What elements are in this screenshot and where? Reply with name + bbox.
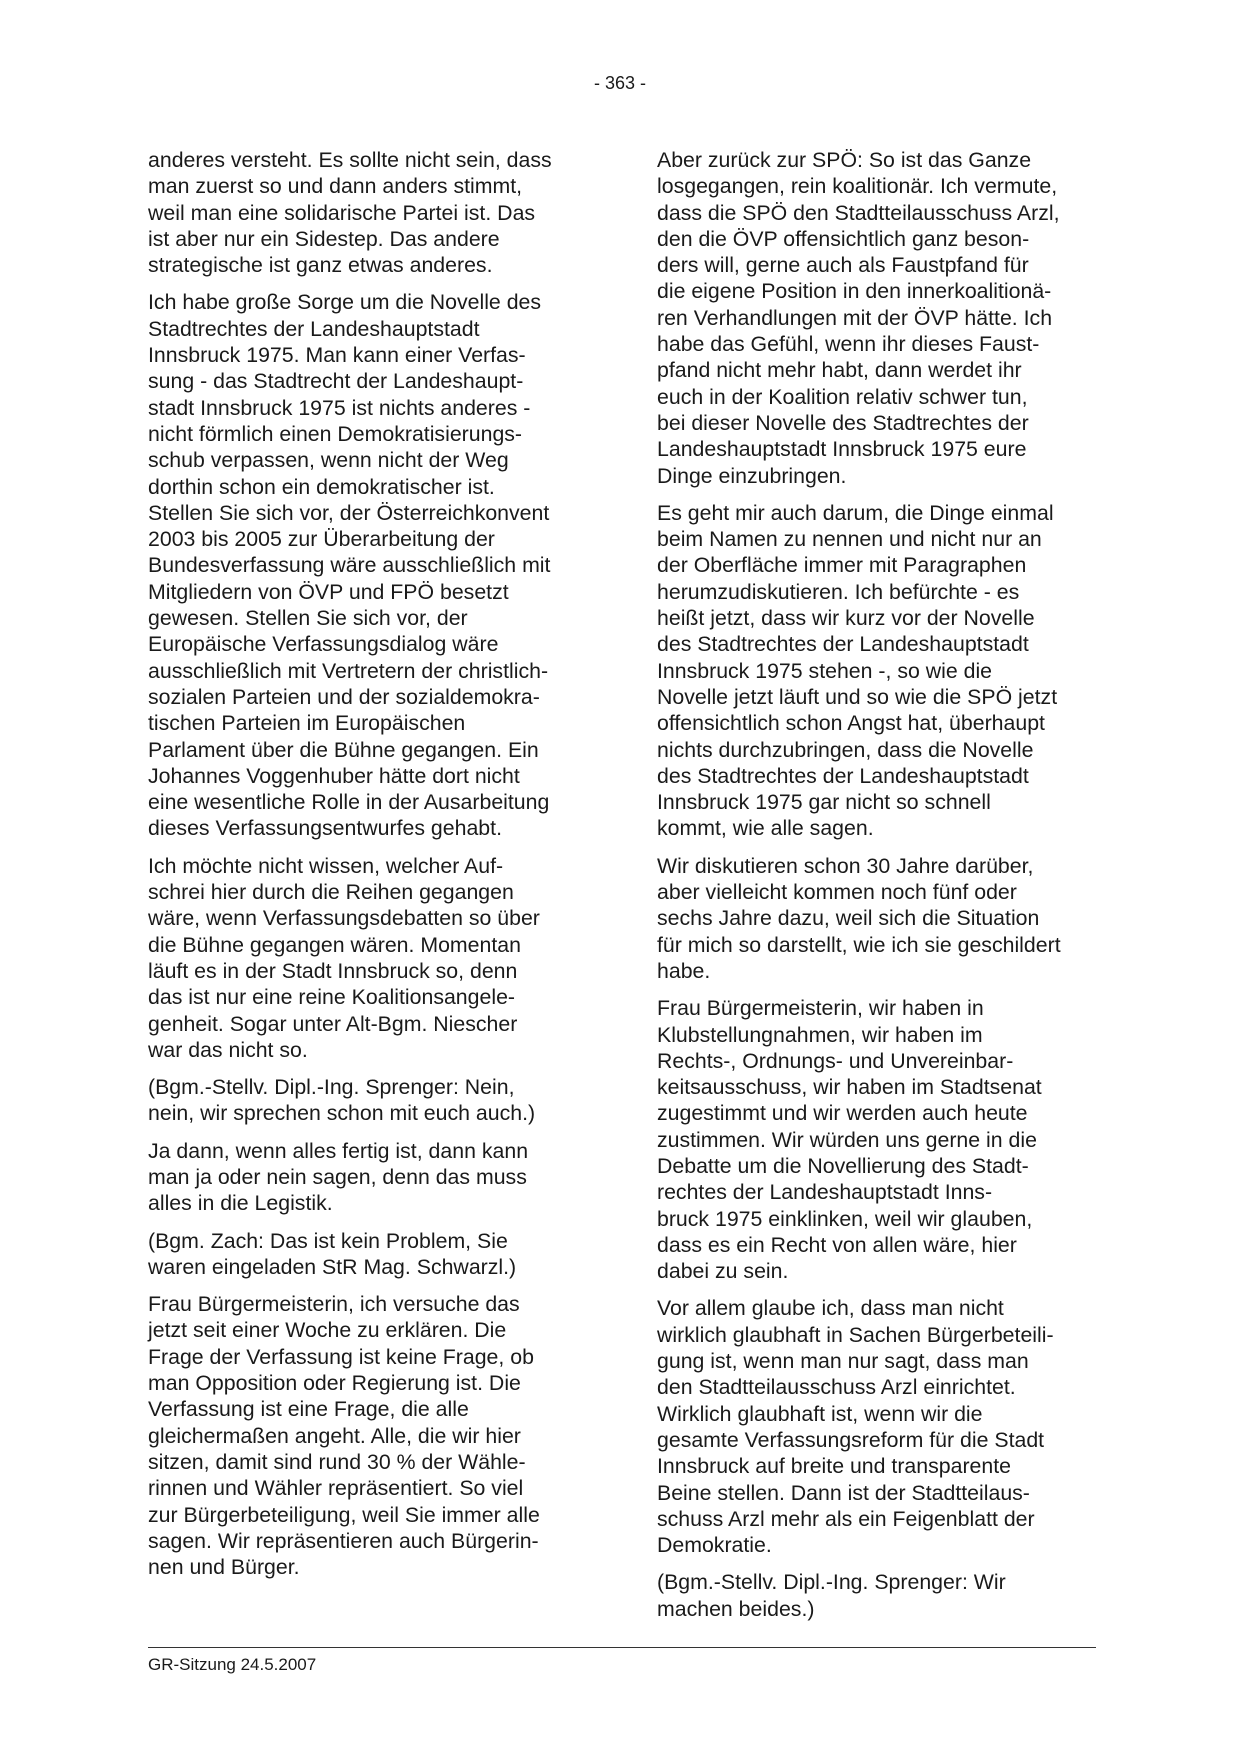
text-line: nicht förmlich einen Demokratisierungs-	[148, 421, 523, 446]
text-line: (Bgm.-Stellv. Dipl.-Ing. Sprenger: Wir	[657, 1570, 1006, 1595]
paragraph	[657, 995, 1102, 1284]
text-line: Johannes Voggenhuber hätte dort nicht	[148, 763, 520, 788]
text-line: Wirklich glaubhaft ist, wenn wir die	[657, 1401, 983, 1426]
text-line: Debatte um die Novellierung des Stadt-	[657, 1153, 1029, 1178]
text-line: waren eingeladen StR Mag. Schwarzl.)	[148, 1254, 517, 1279]
text-line: zustimmen. Wir würden uns gerne in die	[657, 1127, 1037, 1152]
text-line: (Bgm.-Stellv. Dipl.-Ing. Sprenger: Nein,	[148, 1075, 515, 1100]
text-line: herumzudiskutieren. Ich befürchte - es	[657, 579, 1020, 604]
text-line: tischen Parteien im Europäischen	[148, 711, 466, 736]
text-line: dass es ein Recht von allen wäre, hier	[657, 1232, 1017, 1257]
text-line: den Stadtteilausschuss Arzl einrichtet.	[657, 1375, 1016, 1400]
text-line: läuft es in der Stadt Innsbruck so, denn	[148, 958, 518, 983]
text-line: kommt, wie alle sagen.	[657, 816, 874, 841]
text-line: gewesen. Stellen Sie sich vor, der	[148, 606, 468, 631]
text-line: Innsbruck 1975 gar nicht so schnell	[657, 790, 991, 815]
text-line: Demokratie.	[657, 1533, 772, 1558]
text-line: bruck 1975 einklinken, weil wir glauben,	[657, 1206, 1033, 1231]
text-line: ders will, gerne auch als Faustpfand für	[657, 253, 1029, 278]
text-line: bei dieser Novelle des Stadtrechtes der	[657, 410, 1029, 435]
text-line: gung ist, wenn man nur sagt, dass man	[657, 1349, 1029, 1374]
text-line: ren Verhandlungen mit der ÖVP hätte. Ich	[657, 305, 1053, 330]
paragraph	[657, 853, 1102, 984]
text-line: sung - das Stadtrecht der Landeshaupt-	[148, 369, 524, 394]
text-line: sitzen, damit sind rund 30 % der Wähle-	[148, 1449, 526, 1474]
text-line: Dinge einzubringen.	[657, 463, 847, 488]
text-line: man ja oder nein sagen, denn das muss	[148, 1164, 527, 1189]
footer-divider	[148, 1647, 1096, 1648]
text-line: Vor allem glaube ich, dass man nicht	[657, 1296, 1004, 1321]
text-line: aber vielleicht kommen noch fünf oder	[657, 880, 1017, 905]
paragraph	[657, 1569, 1102, 1622]
text-line: Ich möchte nicht wissen, welcher Auf-	[148, 853, 504, 878]
text-line: (Bgm. Zach: Das ist kein Problem, Sie	[148, 1228, 508, 1253]
paragraph	[148, 1074, 593, 1127]
text-line: Novelle jetzt läuft und so wie die SPÖ jetzt	[657, 684, 1058, 709]
text-line: war das nicht so.	[148, 1037, 308, 1062]
paragraph	[148, 1228, 593, 1281]
text-line: rinnen und Wähler repräsentiert. So viel	[148, 1476, 524, 1501]
text-line: die eigene Position in den innerkoalitionä-	[657, 279, 1052, 304]
text-line: nichts durchzubringen, dass die Novelle	[657, 737, 1034, 762]
text-line: Ich habe große Sorge um die Novelle des	[148, 290, 542, 315]
text-line: Landeshauptstadt Innsbruck 1975 eure	[657, 437, 1027, 462]
text-line: strategische ist ganz etwas anderes.	[148, 253, 493, 278]
paragraph	[148, 147, 593, 278]
text-line: wäre, wenn Verfassungsdebatten so über	[148, 906, 540, 931]
text-line: sozialen Parteien und der sozialdemokra-	[148, 684, 540, 709]
text-line: offensichtlich schon Angst hat, überhaupt	[657, 711, 1045, 736]
text-line: habe.	[657, 958, 711, 983]
text-line: die Bühne gegangen wären. Momentan	[148, 932, 521, 957]
text-line: der Oberfläche immer mit Paragraphen	[657, 553, 1027, 578]
text-line: Rechts-, Ordnungs- und Unvereinbar-	[657, 1048, 1014, 1073]
text-line: Mitgliedern von ÖVP und FPÖ besetzt	[148, 579, 509, 604]
text-line: schuss Arzl mehr als ein Feigenblatt der	[657, 1506, 1035, 1531]
text-line: Stadtrechtes der Landeshauptstadt	[148, 316, 480, 341]
text-line: das ist nur eine reine Koalitionsangele-	[148, 985, 516, 1010]
text-line: rechtes der Landeshauptstadt Inns-	[657, 1180, 993, 1205]
paragraph	[657, 1295, 1102, 1558]
text-line: alles in die Legistik.	[148, 1191, 333, 1216]
text-line: Frau Bürgermeisterin, wir haben in	[657, 996, 984, 1021]
text-line: Es geht mir auch darum, die Dinge einmal	[657, 500, 1054, 525]
right-column	[657, 147, 1102, 1633]
text-line: pfand nicht mehr habt, dann werdet ihr	[657, 358, 1022, 383]
text-line: euch in der Koalition relativ schwer tun,	[657, 384, 1028, 409]
paragraph	[148, 853, 593, 1063]
text-line: nen und Bürger.	[148, 1555, 300, 1580]
text-line: Innsbruck 1975. Man kann einer Verfas-	[148, 343, 526, 368]
text-line: schub verpassen, wenn nicht der Weg	[148, 448, 509, 473]
text-line: machen beides.)	[657, 1596, 815, 1621]
text-line: Frau Bürgermeisterin, ich versuche das	[148, 1292, 520, 1317]
paragraph	[148, 1138, 593, 1217]
text-line: schrei hier durch die Reihen gegangen	[148, 880, 514, 905]
text-line: keitsausschuss, wir haben im Stadtsenat	[657, 1075, 1042, 1100]
text-line: des Stadtrechtes der Landeshauptstadt	[657, 763, 1029, 788]
text-line: eine wesentliche Rolle in der Ausarbeitung	[148, 790, 550, 815]
text-line: ist aber nur ein Sidestep. Das andere	[148, 226, 500, 251]
paragraph	[657, 500, 1102, 842]
text-line: sechs Jahre dazu, weil sich die Situation	[657, 906, 1040, 931]
text-line: beim Namen zu nennen und nicht nur an	[657, 527, 1042, 552]
left-column	[148, 147, 593, 1591]
text-line: wirklich glaubhaft in Sachen Bürgerbeteili-	[657, 1322, 1054, 1347]
paragraph	[148, 289, 593, 841]
text-line: gleichermaßen angeht. Alle, die wir hier	[148, 1423, 521, 1448]
text-line: Frage der Verfassung ist keine Frage, ob	[148, 1344, 534, 1369]
text-line: Europäische Verfassungsdialog wäre	[148, 632, 499, 657]
text-line: Ja dann, wenn alles fertig ist, dann kann	[148, 1138, 529, 1163]
text-line: Wir diskutieren schon 30 Jahre darüber,	[657, 853, 1034, 878]
text-line: anderes versteht. Es sollte nicht sein, dass	[148, 148, 552, 172]
text-line: für mich so darstellt, wie ich sie geschildert	[657, 932, 1061, 957]
paragraph	[148, 1291, 593, 1580]
text-line: man zuerst so und dann anders stimmt,	[148, 174, 523, 199]
text-line: Innsbruck auf breite und transparente	[657, 1454, 1011, 1479]
text-line: Bundesverfassung wäre ausschließlich mit	[148, 553, 551, 578]
text-line: dieses Verfassungsentwurfes gehabt.	[148, 816, 502, 841]
text-line: stadt Innsbruck 1975 ist nichts anderes -	[148, 395, 531, 420]
text-line: losgegangen, rein koalitionär. Ich vermute,	[657, 174, 1058, 199]
text-line: Verfassung ist eine Frage, die alle	[148, 1397, 469, 1422]
text-line: Parlament über die Bühne gegangen. Ein	[148, 737, 539, 762]
text-line: gesamte Verfassungsreform für die Stadt	[657, 1427, 1045, 1452]
text-line: genheit. Sogar unter Alt-Bgm. Niescher	[148, 1011, 518, 1036]
text-line: ausschließlich mit Vertretern der christlich-	[148, 658, 549, 683]
text-line: zugestimmt und wir werden auch heute	[657, 1101, 1028, 1126]
text-line: dorthin schon ein demokratischer ist.	[148, 474, 495, 499]
footer-session-date: GR-Sitzung 24.5.2007	[148, 1655, 317, 1674]
text-line: habe das Gefühl, wenn ihr dieses Faust-	[657, 332, 1040, 357]
text-line: heißt jetzt, dass wir kurz vor der Novelle	[657, 606, 1035, 631]
text-line: dabei zu sein.	[657, 1259, 789, 1284]
text-line: dass die SPÖ den Stadtteilausschuss Arzl,	[657, 200, 1060, 225]
text-line: Aber zurück zur SPÖ: So ist das Ganze	[657, 148, 1032, 172]
text-line: den die ÖVP offensichtlich ganz beson-	[657, 226, 1030, 251]
text-line: jetzt seit einer Woche zu erklären. Die	[148, 1318, 507, 1343]
text-line: Stellen Sie sich vor, der Österreichkonvent	[148, 500, 550, 525]
text-line: sagen. Wir repräsentieren auch Bürgerin-	[148, 1528, 539, 1553]
text-line: 2003 bis 2005 zur Überarbeitung der	[148, 527, 495, 552]
text-line: man Opposition oder Regierung ist. Die	[148, 1371, 521, 1396]
text-line: nein, wir sprechen schon mit euch auch.)	[148, 1101, 536, 1126]
text-line: Beine stellen. Dann ist der Stadtteilaus-	[657, 1480, 1030, 1505]
text-line: Klubstellungnahmen, wir haben im	[657, 1022, 983, 1047]
text-line: des Stadtrechtes der Landeshauptstadt	[657, 632, 1029, 657]
text-line: weil man eine solidarische Partei ist. Das	[148, 200, 536, 225]
page-number: - 363 -	[593, 73, 647, 93]
paragraph	[657, 147, 1102, 489]
text-line: zur Bürgerbeteiligung, weil Sie immer alle	[148, 1502, 540, 1527]
text-line: Innsbruck 1975 stehen -, so wie die	[657, 658, 993, 683]
